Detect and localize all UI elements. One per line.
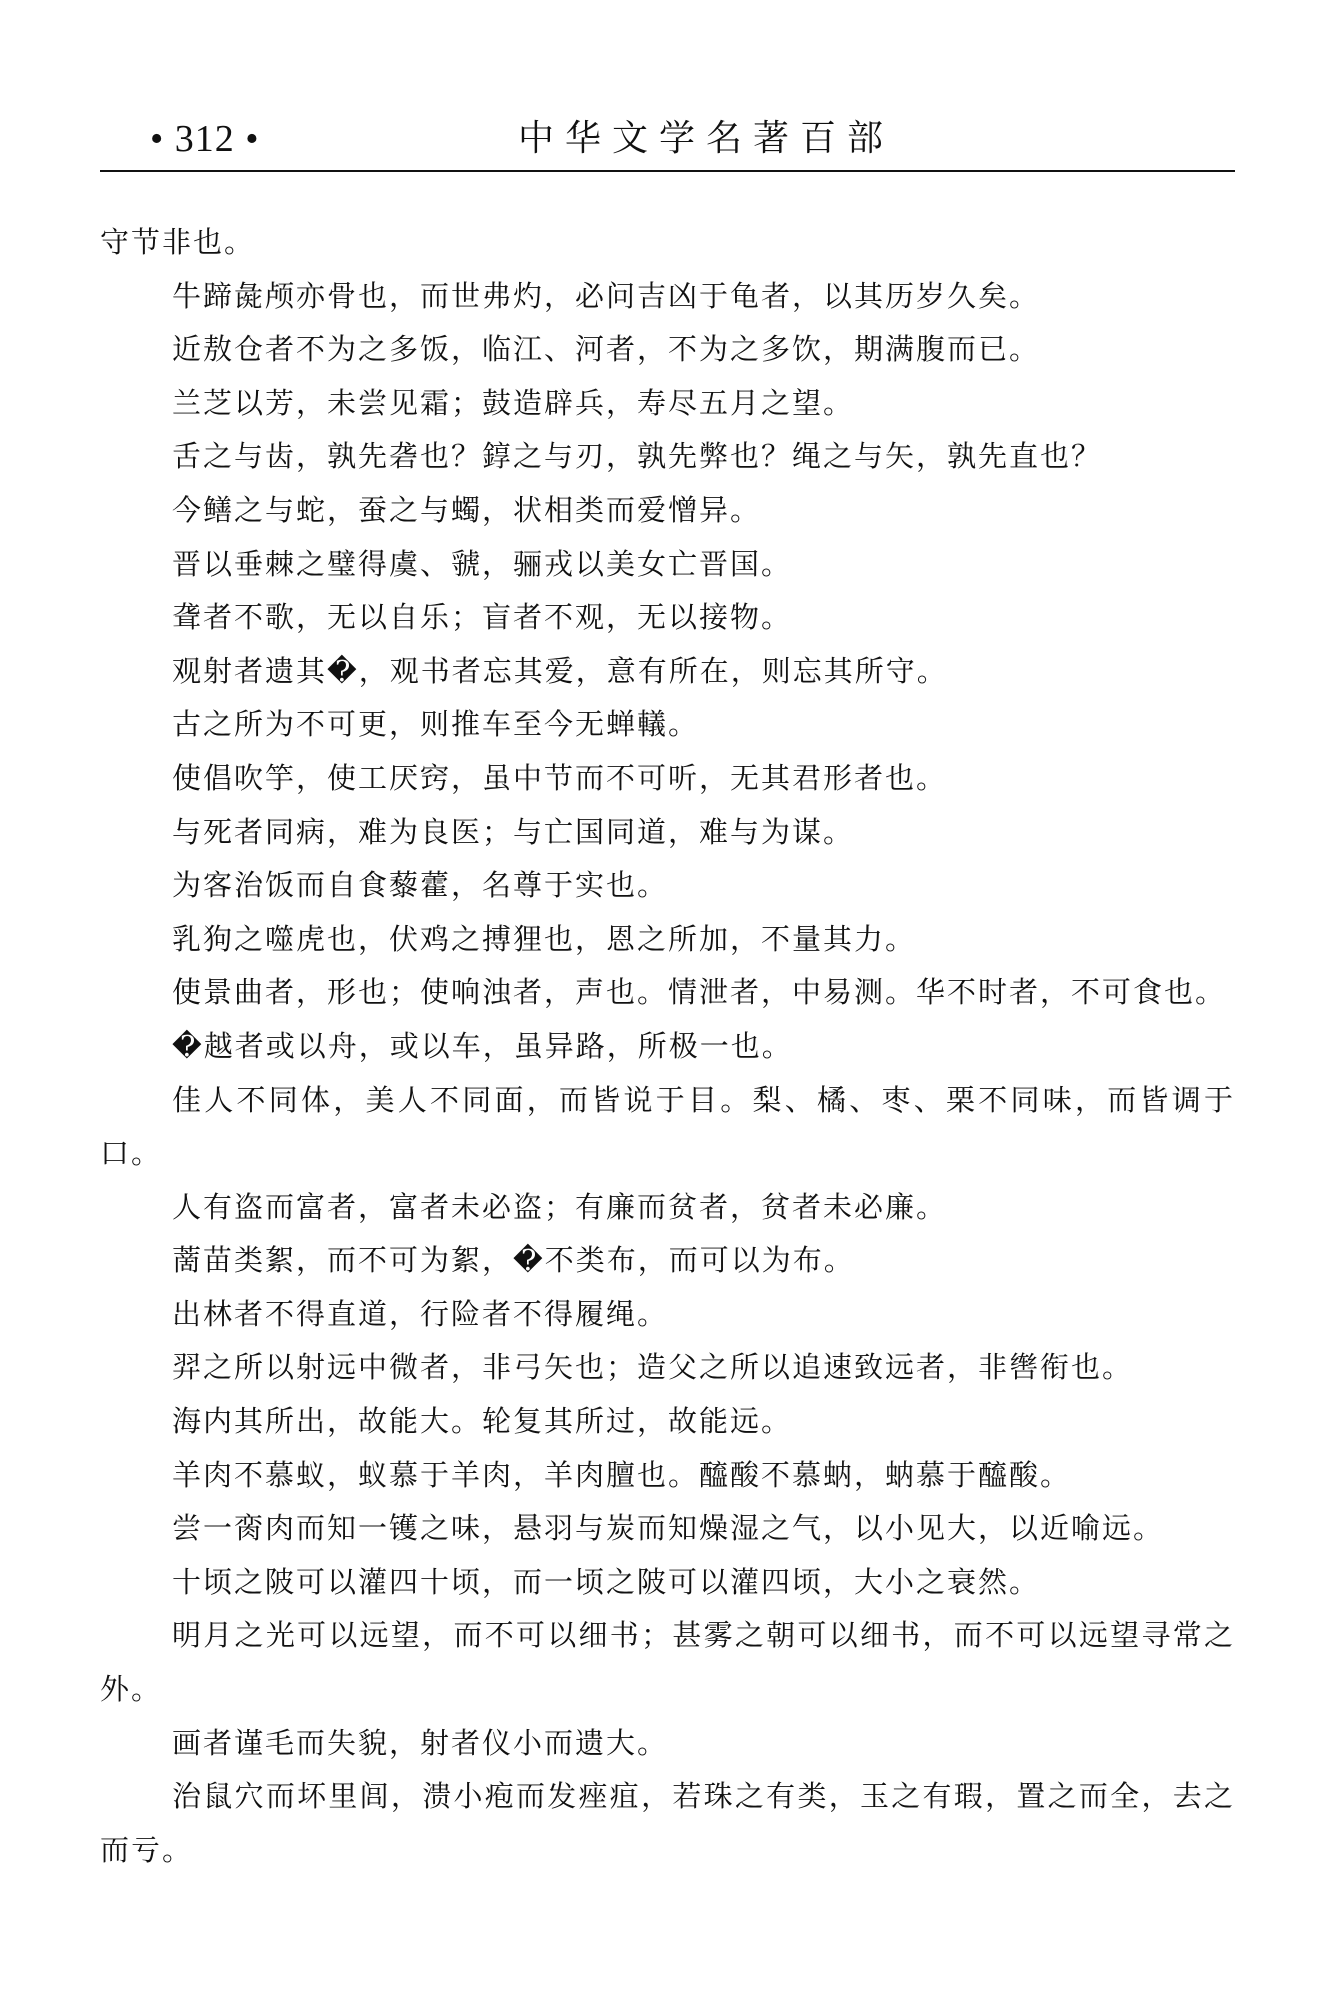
paragraph: 古之所为不可更，则推车至今无蝉轙。 bbox=[172, 707, 700, 742]
paragraph: 晋以垂棘之璧得虞、虢，骊戎以美女亡晋国。 bbox=[172, 546, 793, 581]
paragraph: 兰芝以芳，未尝见霜；鼓造辟兵，寿尽五月之望。 bbox=[172, 385, 855, 420]
paragraph: 与死者同病，难为良医；与亡国同道，难与为谋。 bbox=[172, 814, 855, 849]
body-text bbox=[100, 216, 1235, 1877]
paragraph: 明月之光可以远望，而不可以细书；甚雾之朝可以细书，而不可以远望寻常之外。 bbox=[100, 1618, 1235, 1707]
paragraph: 十顷之陂可以灌四十顷，而一顷之陂可以灌四顷，大小之衰然。 bbox=[172, 1564, 1041, 1599]
page-header bbox=[100, 112, 1235, 166]
paragraph: 牛蹄彘颅亦骨也，而世弗灼，必问吉凶于龟者，以其历岁久矣。 bbox=[172, 278, 1041, 313]
paragraph: 观射者遗其�，观书者忘其爱，意有所在，则忘其所守。 bbox=[172, 653, 948, 688]
paragraph: 佳人不同体，美人不同面，而皆说于目。梨、橘、枣、栗不同味，而皆调于口。 bbox=[100, 1082, 1235, 1171]
paragraph: 乳狗之噬虎也，伏鸡之搏狸也，恩之所加，不量其力。 bbox=[172, 921, 917, 956]
paragraph: 人有盗而富者，富者未必盗；有廉而贫者，贫者未必廉。 bbox=[172, 1189, 948, 1224]
paragraph: 画者谨毛而失貌，射者仪小而遗大。 bbox=[172, 1725, 669, 1760]
header-rule bbox=[100, 170, 1235, 172]
paragraph: 尝一脔肉而知一镬之味，悬羽与炭而知燥湿之气，以小见大，以近喻远。 bbox=[172, 1511, 1165, 1546]
paragraph: 羊肉不慕蚁，蚁慕于羊肉，羊肉膻也。醯酸不慕蚋，蚋慕于醯酸。 bbox=[172, 1457, 1072, 1492]
paragraph: 出林者不得直道，行险者不得履绳。 bbox=[172, 1296, 669, 1331]
running-title: 中华文学名著百部 bbox=[518, 118, 895, 159]
paragraph: 使景曲者，形也；使响浊者，声也。情泄者，中易测。华不时者，不可食也。 bbox=[172, 975, 1227, 1010]
paragraph: 羿之所以射远中微者，非弓矢也；造父之所以追速致远者，非辔衔也。 bbox=[172, 1350, 1134, 1385]
paragraph: 聋者不歌，无以自乐；盲者不观，无以接物。 bbox=[172, 600, 793, 635]
paragraph: �越者或以舟，或以车，虽异路，所极一也。 bbox=[172, 1028, 793, 1063]
paragraph: 舌之与齿，孰先砻也？錞之与刃，孰先弊也？绳之与矢，孰先直也？ bbox=[172, 439, 1103, 474]
paragraph: 近敖仓者不为之多饭，临江、河者，不为之多饮，期满腹而已。 bbox=[172, 332, 1041, 367]
paragraph: 守节非也。 bbox=[100, 225, 256, 259]
paragraph: 海内其所出，故能大。轮复其所过，故能远。 bbox=[172, 1404, 793, 1439]
paragraph: 治鼠穴而坏里闾，溃小疱而发痤疽，若珠之有类，玉之有瑕，置之而全，去之而亏。 bbox=[100, 1779, 1235, 1867]
paragraph: 使倡吹竽，使工厌窍，虽中节而不可听，无其君形者也。 bbox=[172, 760, 948, 795]
paragraph: 蔐苗类絮，而不可为絮，�不类布，而可以为布。 bbox=[172, 1243, 855, 1278]
paragraph: 今鳝之与蛇，蚕之与蠋，状相类而爱憎异。 bbox=[172, 492, 762, 527]
page-number: • 312 • bbox=[150, 118, 260, 160]
paragraph: 为客治饭而自食藜藿，名尊于实也。 bbox=[172, 868, 669, 903]
